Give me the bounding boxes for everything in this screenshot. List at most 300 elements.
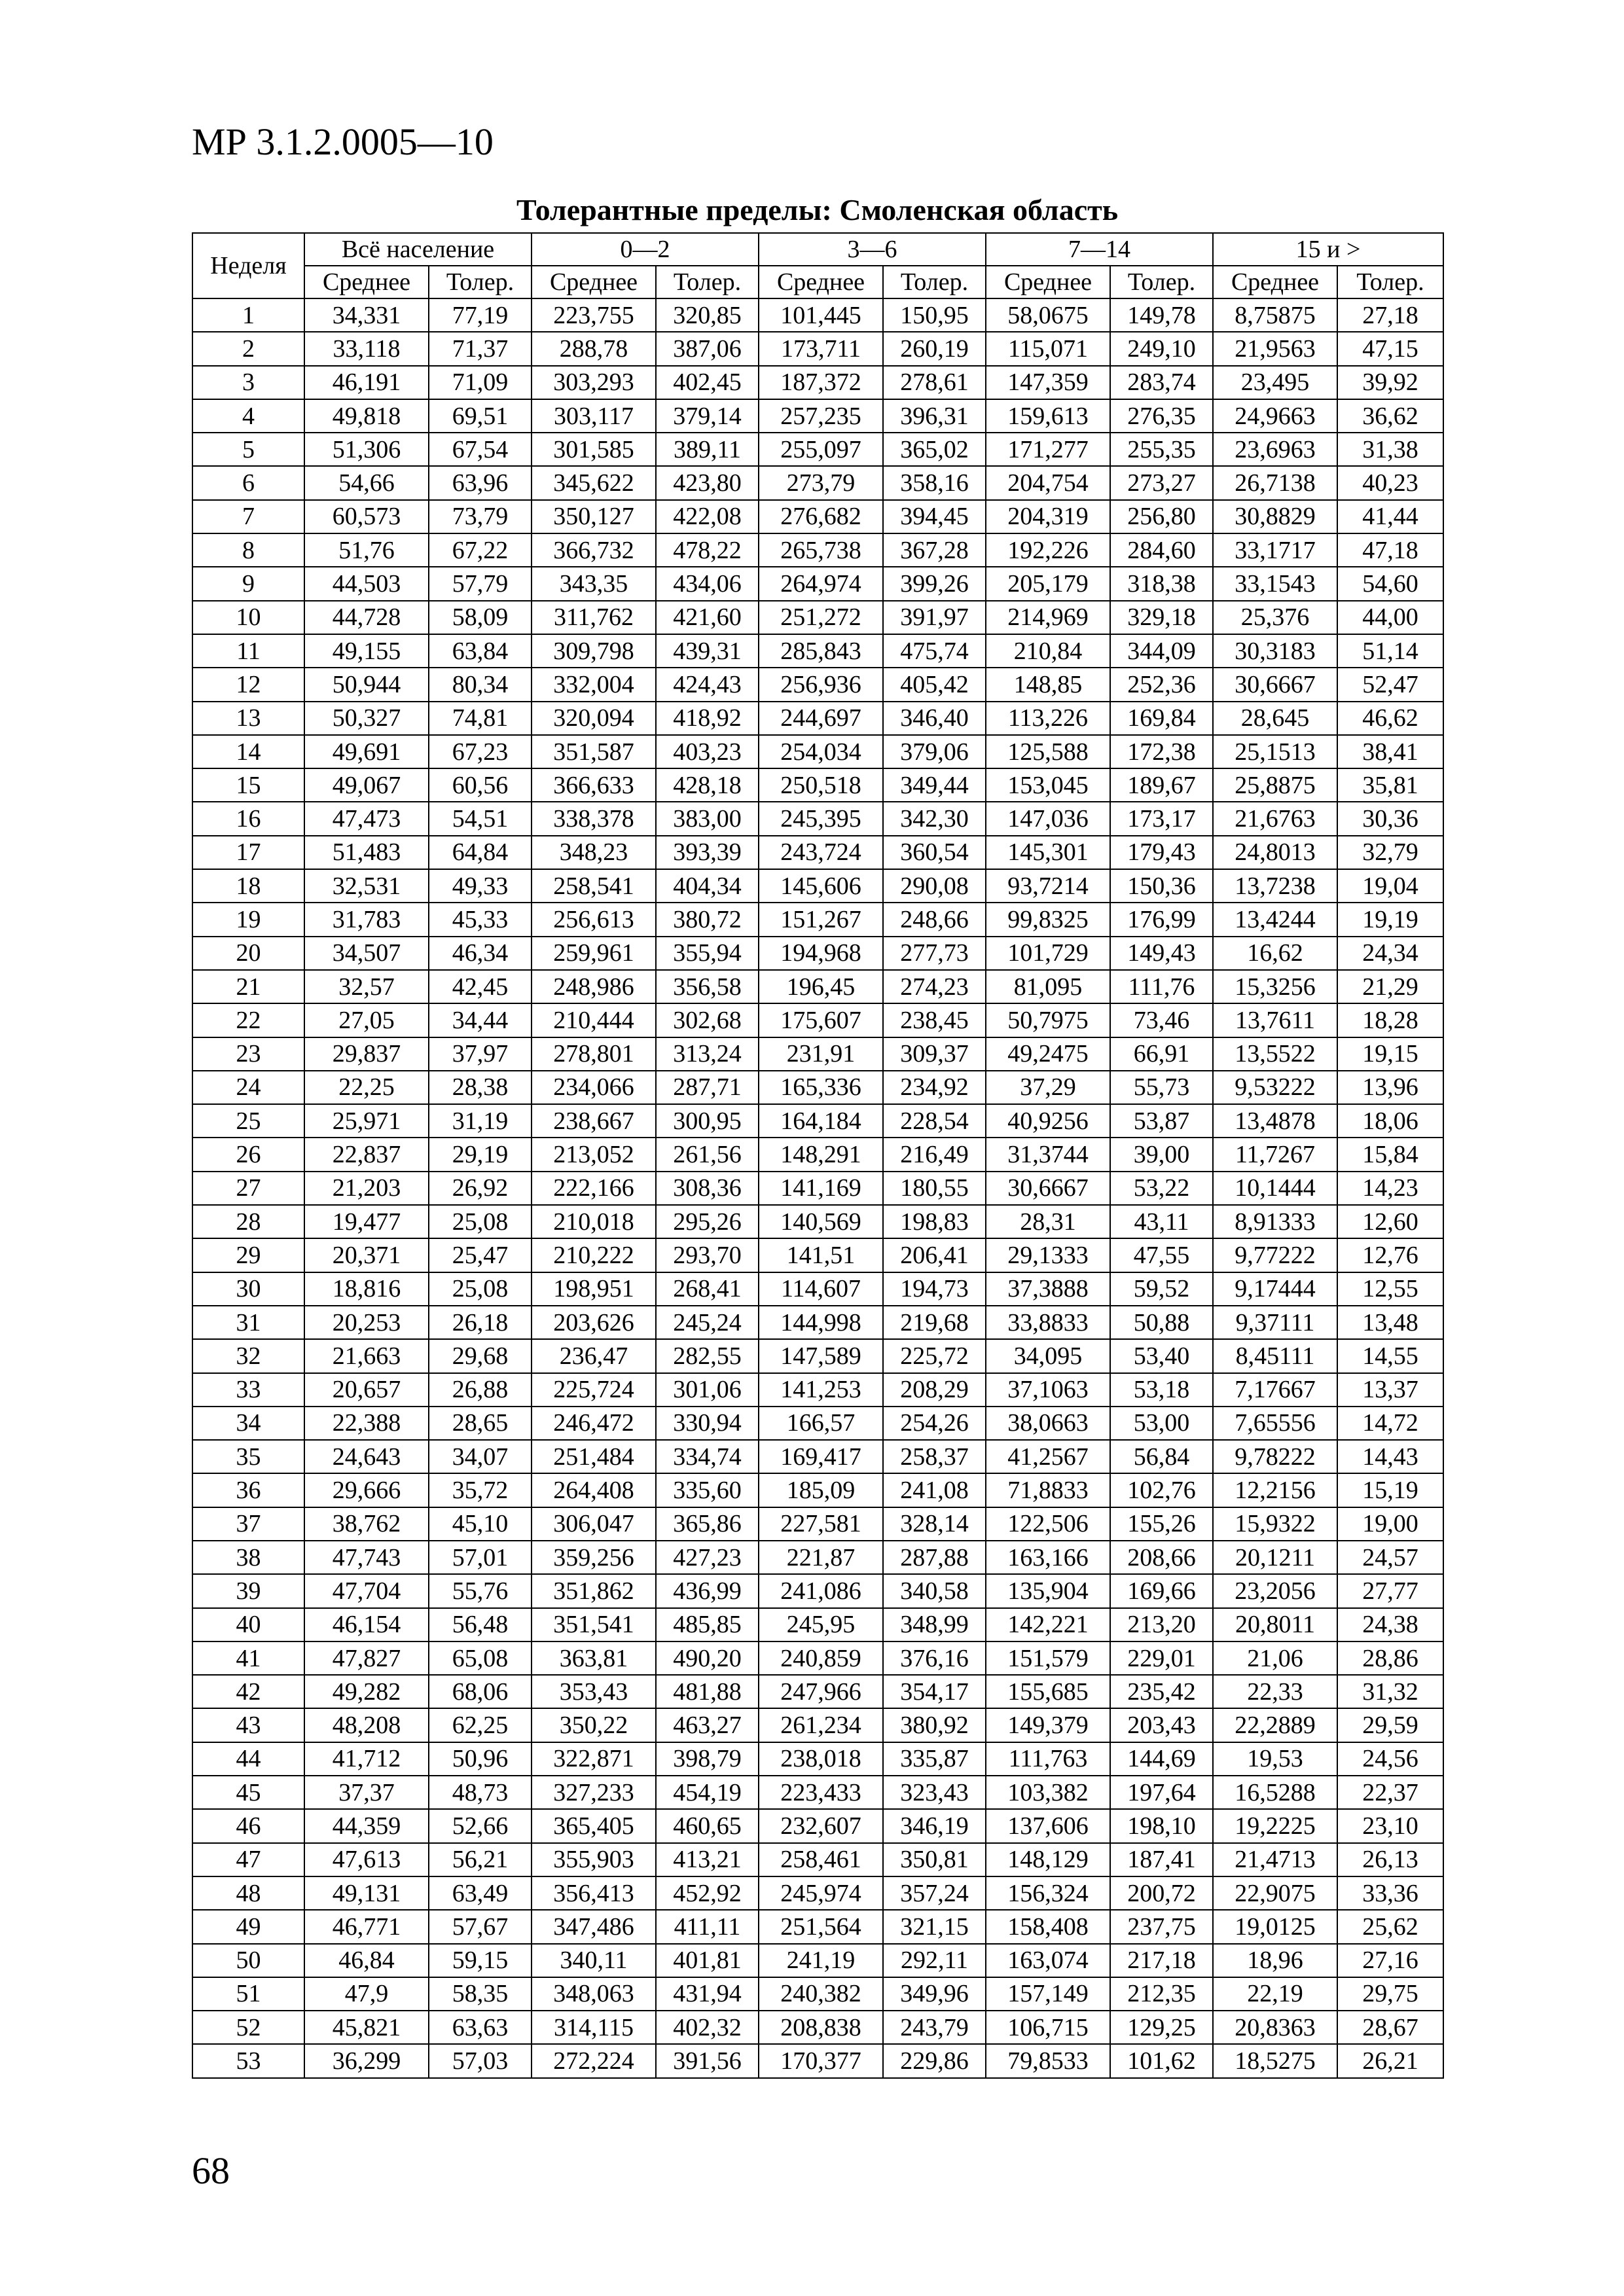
value-cell: 25,1513 — [1213, 735, 1337, 768]
value-cell: 221,87 — [759, 1541, 883, 1574]
value-cell: 49,067 — [304, 768, 429, 802]
table-row — [192, 1373, 1443, 1407]
value-cell: 169,417 — [759, 1440, 883, 1473]
value-cell: 66,91 — [1110, 1037, 1213, 1071]
value-cell: 26,21 — [1337, 2044, 1443, 2078]
week-cell: 51 — [192, 1977, 304, 2011]
value-cell: 353,43 — [532, 1675, 656, 1708]
value-cell: 54,66 — [304, 466, 429, 499]
table-row — [192, 1407, 1443, 1440]
value-cell: 80,34 — [429, 668, 532, 701]
value-cell: 31,3744 — [986, 1138, 1110, 1171]
value-cell: 383,00 — [656, 802, 759, 835]
value-cell: 320,094 — [532, 702, 656, 735]
table-row — [192, 298, 1443, 332]
value-cell: 33,36 — [1337, 1876, 1443, 1910]
value-cell: 32,57 — [304, 970, 429, 1003]
week-cell: 40 — [192, 1608, 304, 1641]
value-cell: 355,94 — [656, 937, 759, 970]
value-cell: 47,9 — [304, 1977, 429, 2011]
value-cell: 379,14 — [656, 399, 759, 433]
table-row — [192, 1339, 1443, 1372]
value-cell: 53,40 — [1110, 1339, 1213, 1372]
week-cell: 44 — [192, 1742, 304, 1776]
sub-header: Среднее — [986, 266, 1110, 298]
value-cell: 261,56 — [656, 1138, 759, 1171]
value-cell: 15,19 — [1337, 1473, 1443, 1507]
value-cell: 49,33 — [429, 869, 532, 903]
value-cell: 141,51 — [759, 1238, 883, 1272]
value-cell: 205,179 — [986, 567, 1110, 600]
sub-header: Толер. — [429, 266, 532, 298]
value-cell: 23,495 — [1213, 366, 1337, 399]
value-cell: 485,85 — [656, 1608, 759, 1641]
value-cell: 19,53 — [1213, 1742, 1337, 1776]
value-cell: 340,58 — [883, 1574, 986, 1607]
week-cell: 35 — [192, 1440, 304, 1473]
value-cell: 60,573 — [304, 500, 429, 533]
table-row — [192, 1574, 1443, 1607]
value-cell: 322,871 — [532, 1742, 656, 1776]
table-row — [192, 466, 1443, 499]
value-cell: 13,7611 — [1213, 1003, 1337, 1037]
value-cell: 396,31 — [883, 399, 986, 433]
value-cell: 13,37 — [1337, 1373, 1443, 1407]
value-cell: 150,95 — [883, 298, 986, 332]
week-cell: 20 — [192, 937, 304, 970]
value-cell: 210,444 — [532, 1003, 656, 1037]
value-cell: 22,33 — [1213, 1675, 1337, 1708]
value-cell: 198,83 — [883, 1205, 986, 1238]
value-cell: 301,06 — [656, 1373, 759, 1407]
value-cell: 260,19 — [883, 332, 986, 365]
value-cell: 323,43 — [883, 1776, 986, 1809]
value-cell: 7,65556 — [1213, 1407, 1337, 1440]
value-cell: 330,94 — [656, 1407, 759, 1440]
value-cell: 28,86 — [1337, 1641, 1443, 1675]
value-cell: 11,7267 — [1213, 1138, 1337, 1171]
value-cell: 404,34 — [656, 869, 759, 903]
value-cell: 214,969 — [986, 601, 1110, 634]
value-cell: 295,26 — [656, 1205, 759, 1238]
value-cell: 179,43 — [1110, 836, 1213, 869]
week-cell: 52 — [192, 2011, 304, 2044]
value-cell: 29,68 — [429, 1339, 532, 1372]
value-cell: 93,7214 — [986, 869, 1110, 903]
value-cell: 37,3888 — [986, 1272, 1110, 1306]
value-cell: 261,234 — [759, 1708, 883, 1742]
value-cell: 376,16 — [883, 1641, 986, 1675]
value-cell: 351,541 — [532, 1608, 656, 1641]
value-cell: 213,052 — [532, 1138, 656, 1171]
value-cell: 67,54 — [429, 433, 532, 466]
value-cell: 246,472 — [532, 1407, 656, 1440]
value-cell: 29,75 — [1337, 1977, 1443, 2011]
value-cell: 145,606 — [759, 869, 883, 903]
value-cell: 81,095 — [986, 970, 1110, 1003]
value-cell: 26,13 — [1337, 1843, 1443, 1876]
value-cell: 41,44 — [1337, 500, 1443, 533]
value-cell: 30,3183 — [1213, 634, 1337, 668]
value-cell: 12,55 — [1337, 1272, 1443, 1306]
value-cell: 57,01 — [429, 1541, 532, 1574]
table-row — [192, 836, 1443, 869]
table-row — [192, 903, 1443, 936]
value-cell: 346,19 — [883, 1809, 986, 1842]
table-row — [192, 366, 1443, 399]
value-cell: 278,801 — [532, 1037, 656, 1071]
value-cell: 56,21 — [429, 1843, 532, 1876]
value-cell: 255,35 — [1110, 433, 1213, 466]
table-row — [192, 768, 1443, 802]
value-cell: 63,49 — [429, 1876, 532, 1910]
value-cell: 314,115 — [532, 2011, 656, 2044]
value-cell: 213,20 — [1110, 1608, 1213, 1641]
value-cell: 423,80 — [656, 466, 759, 499]
table-row — [192, 937, 1443, 970]
value-cell: 29,1333 — [986, 1238, 1110, 1272]
value-cell: 351,587 — [532, 735, 656, 768]
table-row — [192, 567, 1443, 600]
value-cell: 268,41 — [656, 1272, 759, 1306]
value-cell: 20,1211 — [1213, 1541, 1337, 1574]
value-cell: 57,03 — [429, 2044, 532, 2078]
value-cell: 69,51 — [429, 399, 532, 433]
value-cell: 111,76 — [1110, 970, 1213, 1003]
value-cell: 148,129 — [986, 1843, 1110, 1876]
value-cell: 311,762 — [532, 601, 656, 634]
value-cell: 149,379 — [986, 1708, 1110, 1742]
value-cell: 18,28 — [1337, 1003, 1443, 1037]
value-cell: 29,666 — [304, 1473, 429, 1507]
table-row — [192, 1440, 1443, 1473]
value-cell: 30,6667 — [986, 1172, 1110, 1205]
value-cell: 344,09 — [1110, 634, 1213, 668]
value-cell: 23,10 — [1337, 1809, 1443, 1842]
value-cell: 155,685 — [986, 1675, 1110, 1708]
value-cell: 67,23 — [429, 735, 532, 768]
value-cell: 342,30 — [883, 802, 986, 835]
value-cell: 38,762 — [304, 1507, 429, 1541]
week-cell: 9 — [192, 567, 304, 600]
value-cell: 14,72 — [1337, 1407, 1443, 1440]
value-cell: 350,81 — [883, 1843, 986, 1876]
value-cell: 164,184 — [759, 1104, 883, 1138]
value-cell: 33,1543 — [1213, 567, 1337, 600]
value-cell: 258,461 — [759, 1843, 883, 1876]
value-cell: 71,8833 — [986, 1473, 1110, 1507]
value-cell: 22,37 — [1337, 1776, 1443, 1809]
value-cell: 27,05 — [304, 1003, 429, 1037]
value-cell: 234,066 — [532, 1071, 656, 1104]
week-cell: 8 — [192, 533, 304, 567]
value-cell: 37,97 — [429, 1037, 532, 1071]
value-cell: 208,29 — [883, 1373, 986, 1407]
value-cell: 46,191 — [304, 366, 429, 399]
value-cell: 67,22 — [429, 533, 532, 567]
value-cell: 422,08 — [656, 500, 759, 533]
value-cell: 345,622 — [532, 466, 656, 499]
value-cell: 157,149 — [986, 1977, 1110, 2011]
group-header: 7—14 — [986, 233, 1213, 266]
value-cell: 44,359 — [304, 1809, 429, 1842]
value-cell: 44,728 — [304, 601, 429, 634]
value-cell: 204,319 — [986, 500, 1110, 533]
value-cell: 50,327 — [304, 702, 429, 735]
value-cell: 42,45 — [429, 970, 532, 1003]
value-cell: 31,32 — [1337, 1675, 1443, 1708]
value-cell: 38,0663 — [986, 1407, 1110, 1440]
value-cell: 15,84 — [1337, 1138, 1443, 1171]
table-row — [192, 970, 1443, 1003]
value-cell: 27,77 — [1337, 1574, 1443, 1607]
table-row — [192, 802, 1443, 835]
value-cell: 343,35 — [532, 567, 656, 600]
week-cell: 45 — [192, 1776, 304, 1809]
table-row — [192, 601, 1443, 634]
value-cell: 402,32 — [656, 2011, 759, 2044]
value-cell: 318,38 — [1110, 567, 1213, 600]
value-cell: 149,78 — [1110, 298, 1213, 332]
value-cell: 19,00 — [1337, 1507, 1443, 1541]
table-row — [192, 1608, 1443, 1641]
value-cell: 50,7975 — [986, 1003, 1110, 1037]
value-cell: 194,73 — [883, 1272, 986, 1306]
value-cell: 32,79 — [1337, 836, 1443, 869]
value-cell: 22,388 — [304, 1407, 429, 1440]
week-cell: 23 — [192, 1037, 304, 1071]
value-cell: 34,44 — [429, 1003, 532, 1037]
value-cell: 51,76 — [304, 533, 429, 567]
value-cell: 187,41 — [1110, 1843, 1213, 1876]
value-cell: 365,405 — [532, 1809, 656, 1842]
value-cell: 284,60 — [1110, 533, 1213, 567]
value-cell: 37,1063 — [986, 1373, 1110, 1407]
value-cell: 273,27 — [1110, 466, 1213, 499]
sub-header: Среднее — [532, 266, 656, 298]
value-cell: 244,697 — [759, 702, 883, 735]
value-cell: 13,7238 — [1213, 869, 1337, 903]
value-cell: 13,48 — [1337, 1306, 1443, 1339]
group-header: 3—6 — [759, 233, 986, 266]
week-cell: 17 — [192, 836, 304, 869]
value-cell: 25,8875 — [1213, 768, 1337, 802]
value-cell: 47,55 — [1110, 1238, 1213, 1272]
value-cell: 51,483 — [304, 836, 429, 869]
value-cell: 151,579 — [986, 1641, 1110, 1675]
table-row — [192, 702, 1443, 735]
value-cell: 247,966 — [759, 1675, 883, 1708]
value-cell: 20,253 — [304, 1306, 429, 1339]
value-cell: 434,06 — [656, 567, 759, 600]
value-cell: 204,754 — [986, 466, 1110, 499]
value-cell: 33,118 — [304, 332, 429, 365]
week-cell: 42 — [192, 1675, 304, 1708]
value-cell: 306,047 — [532, 1507, 656, 1541]
value-cell: 31,38 — [1337, 433, 1443, 466]
value-cell: 276,682 — [759, 500, 883, 533]
value-cell: 10,1444 — [1213, 1172, 1337, 1205]
value-cell: 7,17667 — [1213, 1373, 1337, 1407]
week-cell: 10 — [192, 601, 304, 634]
table-row — [192, 1876, 1443, 1910]
value-cell: 141,253 — [759, 1373, 883, 1407]
value-cell: 15,9322 — [1213, 1507, 1337, 1541]
value-cell: 387,06 — [656, 332, 759, 365]
value-cell: 293,70 — [656, 1238, 759, 1272]
week-cell: 1 — [192, 298, 304, 332]
table-row — [192, 2044, 1443, 2078]
value-cell: 153,045 — [986, 768, 1110, 802]
table-title: Толерантные пределы: Смоленская область — [516, 193, 1119, 226]
value-cell: 327,233 — [532, 1776, 656, 1809]
value-cell: 24,38 — [1337, 1608, 1443, 1641]
value-cell: 147,036 — [986, 802, 1110, 835]
table-header — [192, 233, 1443, 298]
value-cell: 49,155 — [304, 634, 429, 668]
value-cell: 28,38 — [429, 1071, 532, 1104]
value-cell: 35,81 — [1337, 768, 1443, 802]
value-cell: 47,18 — [1337, 533, 1443, 567]
value-cell: 302,68 — [656, 1003, 759, 1037]
value-cell: 24,57 — [1337, 1541, 1443, 1574]
week-cell: 34 — [192, 1407, 304, 1440]
value-cell: 24,8013 — [1213, 836, 1337, 869]
value-cell: 147,359 — [986, 366, 1110, 399]
value-cell: 30,8829 — [1213, 500, 1337, 533]
table-row — [192, 1541, 1443, 1574]
value-cell: 52,66 — [429, 1809, 532, 1842]
table-row — [192, 1843, 1443, 1876]
week-cell: 26 — [192, 1138, 304, 1171]
value-cell: 55,73 — [1110, 1071, 1213, 1104]
week-cell: 50 — [192, 1944, 304, 1977]
value-cell: 46,34 — [429, 937, 532, 970]
value-cell: 22,2889 — [1213, 1708, 1337, 1742]
value-cell: 28,67 — [1337, 2011, 1443, 2044]
table-row — [192, 1138, 1443, 1171]
value-cell: 475,74 — [883, 634, 986, 668]
value-cell: 257,235 — [759, 399, 883, 433]
value-cell: 41,712 — [304, 1742, 429, 1776]
value-cell: 427,23 — [656, 1541, 759, 1574]
value-cell: 238,45 — [883, 1003, 986, 1037]
value-cell: 283,74 — [1110, 366, 1213, 399]
value-cell: 39,92 — [1337, 366, 1443, 399]
value-cell: 29,837 — [304, 1037, 429, 1071]
header-row-groups — [192, 233, 1443, 266]
week-cell: 21 — [192, 970, 304, 1003]
value-cell: 225,72 — [883, 1339, 986, 1372]
value-cell: 236,47 — [532, 1339, 656, 1372]
value-cell: 99,8325 — [986, 903, 1110, 936]
value-cell: 185,09 — [759, 1473, 883, 1507]
week-cell: 41 — [192, 1641, 304, 1675]
value-cell: 481,88 — [656, 1675, 759, 1708]
value-cell: 328,14 — [883, 1507, 986, 1541]
value-cell: 115,071 — [986, 332, 1110, 365]
value-cell: 31,19 — [429, 1104, 532, 1138]
value-cell: 156,324 — [986, 1876, 1110, 1910]
value-cell: 490,20 — [656, 1641, 759, 1675]
value-cell: 25,08 — [429, 1272, 532, 1306]
value-cell: 37,37 — [304, 1776, 429, 1809]
value-cell: 229,86 — [883, 2044, 986, 2078]
value-cell: 222,166 — [532, 1172, 656, 1205]
value-cell: 59,15 — [429, 1944, 532, 1977]
value-cell: 9,53222 — [1213, 1071, 1337, 1104]
value-cell: 254,26 — [883, 1407, 986, 1440]
table-row — [192, 332, 1443, 365]
value-cell: 391,56 — [656, 2044, 759, 2078]
value-cell: 350,127 — [532, 500, 656, 533]
value-cell: 359,256 — [532, 1541, 656, 1574]
value-cell: 27,16 — [1337, 1944, 1443, 1977]
value-cell: 101,62 — [1110, 2044, 1213, 2078]
value-cell: 217,18 — [1110, 1944, 1213, 1977]
value-cell: 303,117 — [532, 399, 656, 433]
value-cell: 19,15 — [1337, 1037, 1443, 1071]
value-cell: 19,2225 — [1213, 1809, 1337, 1842]
value-cell: 33,1717 — [1213, 533, 1337, 567]
value-cell: 251,484 — [532, 1440, 656, 1473]
value-cell: 22,837 — [304, 1138, 429, 1171]
value-cell: 256,936 — [759, 668, 883, 701]
value-cell: 308,36 — [656, 1172, 759, 1205]
value-cell: 192,226 — [986, 533, 1110, 567]
value-cell: 65,08 — [429, 1641, 532, 1675]
value-cell: 287,71 — [656, 1071, 759, 1104]
value-cell: 26,88 — [429, 1373, 532, 1407]
value-cell: 27,18 — [1337, 298, 1443, 332]
value-cell: 56,84 — [1110, 1440, 1213, 1473]
value-cell: 46,154 — [304, 1608, 429, 1641]
value-cell: 421,60 — [656, 601, 759, 634]
value-cell: 44,503 — [304, 567, 429, 600]
table-row — [192, 1037, 1443, 1071]
table-row — [192, 1272, 1443, 1306]
value-cell: 351,862 — [532, 1574, 656, 1607]
value-cell: 26,18 — [429, 1306, 532, 1339]
value-cell: 335,87 — [883, 1742, 986, 1776]
value-cell: 18,96 — [1213, 1944, 1337, 1977]
value-cell: 431,94 — [656, 1977, 759, 2011]
value-cell: 49,282 — [304, 1675, 429, 1708]
value-cell: 13,5522 — [1213, 1037, 1337, 1071]
value-cell: 51,306 — [304, 433, 429, 466]
value-cell: 223,433 — [759, 1776, 883, 1809]
value-cell: 380,92 — [883, 1708, 986, 1742]
value-cell: 125,588 — [986, 735, 1110, 768]
value-cell: 203,626 — [532, 1306, 656, 1339]
value-cell: 288,78 — [532, 332, 656, 365]
table-row — [192, 1071, 1443, 1104]
value-cell: 18,5275 — [1213, 2044, 1337, 2078]
week-cell: 22 — [192, 1003, 304, 1037]
value-cell: 145,301 — [986, 836, 1110, 869]
value-cell: 355,903 — [532, 1843, 656, 1876]
value-cell: 163,166 — [986, 1541, 1110, 1574]
value-cell: 18,06 — [1337, 1104, 1443, 1138]
page-number: 68 — [192, 2149, 230, 2192]
table-row — [192, 500, 1443, 533]
value-cell: 111,763 — [986, 1742, 1110, 1776]
value-cell: 147,589 — [759, 1339, 883, 1372]
table-row — [192, 1003, 1443, 1037]
value-cell: 30,6667 — [1213, 668, 1337, 701]
table-row — [192, 1776, 1443, 1809]
value-cell: 50,96 — [429, 1742, 532, 1776]
